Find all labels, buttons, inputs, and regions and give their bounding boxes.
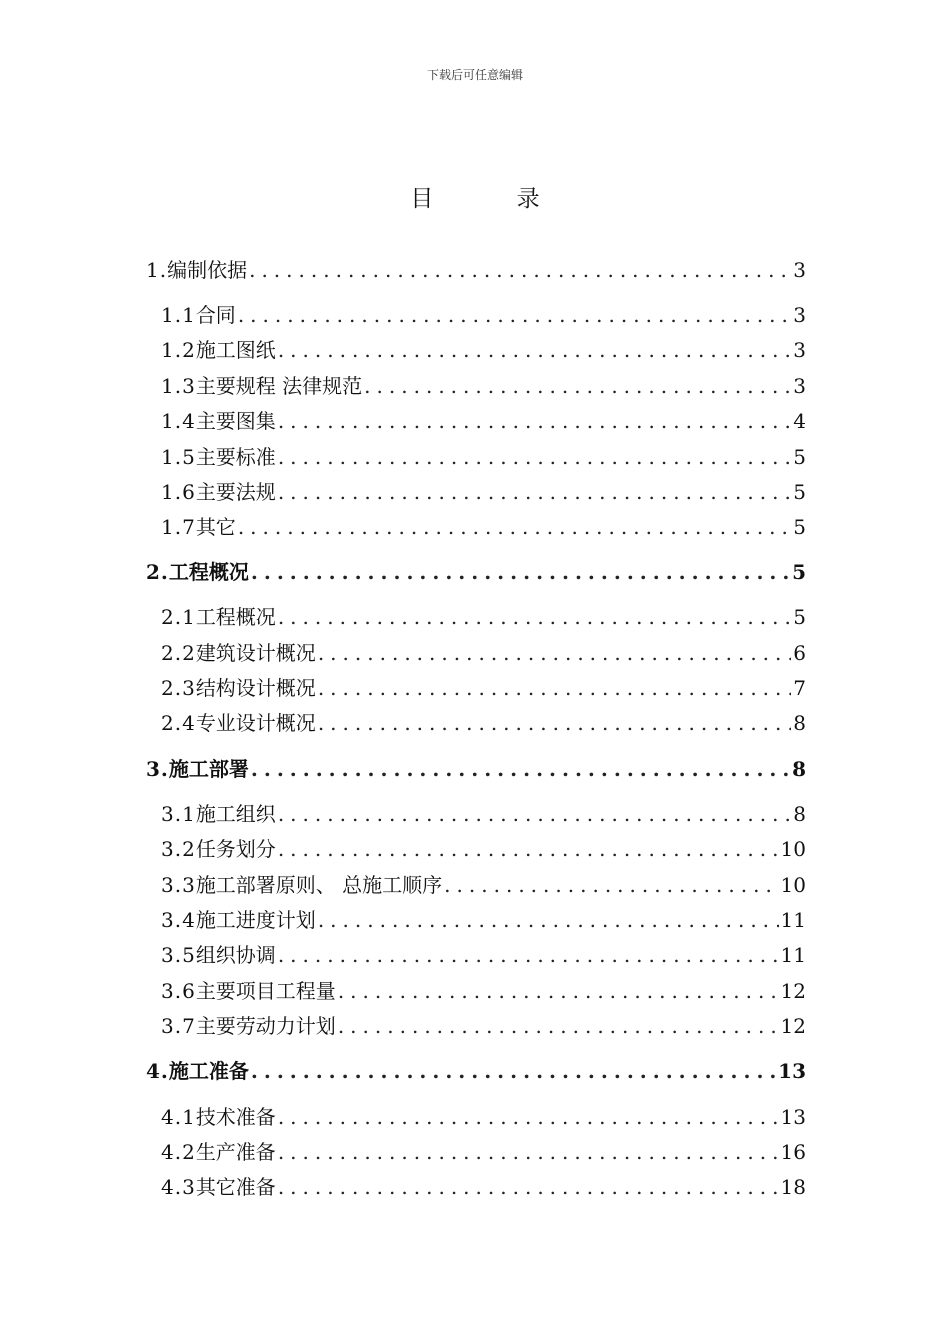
toc-leader-dots (278, 943, 779, 967)
toc-entry[interactable] (146, 556, 806, 585)
toc-entry-label: 主要图集 (195, 409, 276, 433)
toc-entry-number: 1.6 (161, 480, 196, 504)
toc-entry-label: 主要项目工程量 (195, 979, 336, 1003)
toc-entry[interactable] (161, 601, 806, 630)
toc-entry-label: 工程概况 (195, 605, 276, 629)
toc-entry-number: 1.4 (161, 409, 196, 433)
toc-entry[interactable] (161, 833, 806, 862)
toc-leader-dots (278, 480, 791, 504)
toc-entry-label: 施工部署原则、 总施工顺序 (195, 873, 443, 897)
toc-entry-label: 结构设计概况 (195, 676, 316, 700)
toc-leader-dots (278, 1105, 779, 1129)
toc-entry[interactable] (146, 254, 806, 283)
toc-entry-number: 3.5 (161, 943, 196, 967)
toc-leader-dots (251, 1059, 776, 1083)
toc-entry-label: 主要劳动力计划 (195, 1014, 336, 1038)
toc-leader-dots (278, 1140, 779, 1164)
toc-entry-number: 2.2 (161, 641, 196, 665)
toc-leader-dots (238, 515, 791, 539)
toc-entry-label: 生产准备 (195, 1140, 276, 1164)
toc-entry-number: 1.3 (161, 374, 196, 398)
toc-leader-dots (278, 409, 791, 433)
toc-entry-label: 任务划分 (195, 837, 276, 861)
toc-leader-dots (249, 258, 791, 282)
toc-entry-page: 12 (780, 979, 806, 1003)
toc-entry-label: 专业设计概况 (195, 711, 316, 735)
toc-entry-page: 13 (778, 1059, 806, 1083)
toc-entry-label: 编制依据 (167, 258, 248, 282)
toc-entry-label: 施工图纸 (195, 338, 276, 362)
toc-entry[interactable] (161, 1171, 806, 1200)
toc-entry-label: 建筑设计概况 (195, 641, 316, 665)
toc-entry-number: 1.5 (161, 445, 196, 469)
toc-entry-number: 4. (146, 1059, 169, 1083)
toc-leader-dots (318, 676, 791, 700)
toc-entry-number: 2.4 (161, 711, 196, 735)
toc-leader-dots (251, 560, 790, 584)
toc-entry-page: 10 (780, 873, 806, 897)
toc-entry[interactable] (161, 476, 806, 505)
toc-leader-dots (318, 711, 791, 735)
toc-entry-number: 2.1 (161, 605, 196, 629)
toc-leader-dots (278, 338, 791, 362)
toc-entry-page: 7 (793, 676, 806, 700)
toc-leader-dots (278, 605, 791, 629)
toc-entry-page: 18 (780, 1175, 806, 1199)
toc-entry-label: 施工准备 (168, 1059, 249, 1083)
toc-entry-label: 合同 (195, 303, 236, 327)
toc-entry-number: 3. (146, 757, 169, 781)
toc-entry-page: 12 (780, 1014, 806, 1038)
toc-entry-label: 技术准备 (195, 1105, 276, 1129)
toc-entry-label: 主要规程 法律规范 (195, 374, 363, 398)
toc-entry[interactable] (161, 637, 806, 666)
toc-entry-page: 8 (792, 757, 806, 781)
toc-entry-number: 4.1 (161, 1105, 196, 1129)
toc-entry-number: 3.7 (161, 1014, 196, 1038)
toc-entry[interactable] (161, 441, 806, 470)
toc-entry-page: 5 (793, 515, 806, 539)
toc-entry-page: 5 (793, 605, 806, 629)
toc-entry-label: 施工组织 (195, 802, 276, 826)
toc-entry[interactable] (161, 798, 806, 827)
toc-entry-page: 3 (793, 303, 806, 327)
toc-leader-dots (364, 374, 791, 398)
toc-entry[interactable] (146, 753, 806, 782)
toc-entry-number: 3.6 (161, 979, 196, 1003)
toc-leader-dots (278, 837, 779, 861)
toc-entry-number: 3.3 (161, 873, 196, 897)
toc-entry[interactable] (161, 869, 806, 898)
toc-entry-number: 1. (146, 258, 168, 282)
toc-entry[interactable] (161, 707, 806, 736)
toc-entry[interactable] (161, 1136, 806, 1165)
toc-entry[interactable] (161, 672, 806, 701)
toc-entry-page: 10 (780, 837, 806, 861)
toc-entry-page: 8 (793, 711, 806, 735)
toc-entry[interactable] (161, 511, 806, 540)
toc-entry-page: 11 (780, 908, 806, 932)
toc-title: 目 录 (410, 186, 578, 212)
toc-entry-label: 主要标准 (195, 445, 276, 469)
toc-leader-dots (318, 641, 791, 665)
toc-leader-dots (251, 757, 790, 781)
toc-entry[interactable] (161, 904, 806, 933)
toc-entry[interactable] (161, 975, 806, 1004)
toc-entry-page: 5 (793, 445, 806, 469)
toc-leader-dots (278, 802, 791, 826)
toc-entry-label: 其它准备 (195, 1175, 276, 1199)
toc-entry-page: 5 (793, 480, 806, 504)
toc-entry-number: 3.2 (161, 837, 196, 861)
toc-entry-page: 3 (793, 374, 806, 398)
toc-leader-dots (238, 303, 791, 327)
toc-entry-page: 11 (780, 943, 806, 967)
toc-entry[interactable] (161, 370, 806, 399)
toc-entry-page: 16 (780, 1140, 806, 1164)
toc-entry-label: 主要法规 (195, 480, 276, 504)
toc-entry-label: 其它 (195, 515, 236, 539)
toc-entry[interactable] (146, 1055, 806, 1084)
toc-entry-page: 3 (793, 258, 806, 282)
toc-entry-page: 5 (792, 560, 806, 584)
toc-leader-dots (278, 445, 791, 469)
toc-entry[interactable] (161, 1101, 806, 1130)
header-note: 下载后可任意编辑 (426, 68, 523, 82)
toc-entry[interactable] (161, 405, 806, 434)
toc-entry[interactable] (161, 299, 806, 328)
toc-leader-dots (338, 979, 779, 1003)
toc-entry-label: 施工部署 (168, 757, 249, 781)
toc-entry-page: 13 (780, 1105, 806, 1129)
toc-entry-number: 1.1 (161, 303, 196, 327)
toc-entry[interactable] (161, 1010, 806, 1039)
toc-entry-page: 8 (793, 802, 806, 826)
toc-entry-number: 2.3 (161, 676, 196, 700)
toc-entry-label: 施工进度计划 (195, 908, 316, 932)
toc-entry-label: 组织协调 (195, 943, 276, 967)
toc-leader-dots (444, 873, 778, 897)
toc-entry-number: 4.2 (161, 1140, 196, 1164)
toc-leader-dots (278, 1175, 779, 1199)
toc-entry-number: 3.4 (161, 908, 196, 932)
toc-entry-page: 6 (793, 641, 806, 665)
toc-entry-number: 1.7 (161, 515, 196, 539)
toc-entry-label: 工程概况 (168, 560, 249, 584)
toc-entry-page: 3 (793, 338, 806, 362)
toc-entry-number: 2. (146, 560, 169, 584)
toc-entry-number: 3.1 (161, 802, 196, 826)
toc-entry[interactable] (161, 939, 806, 968)
toc-leader-dots (318, 908, 779, 932)
toc-leader-dots (338, 1014, 779, 1038)
toc-entry-number: 1.2 (161, 338, 196, 362)
toc-entry[interactable] (161, 334, 806, 363)
toc-entry-number: 4.3 (161, 1175, 196, 1199)
toc-entry-page: 4 (793, 409, 806, 433)
